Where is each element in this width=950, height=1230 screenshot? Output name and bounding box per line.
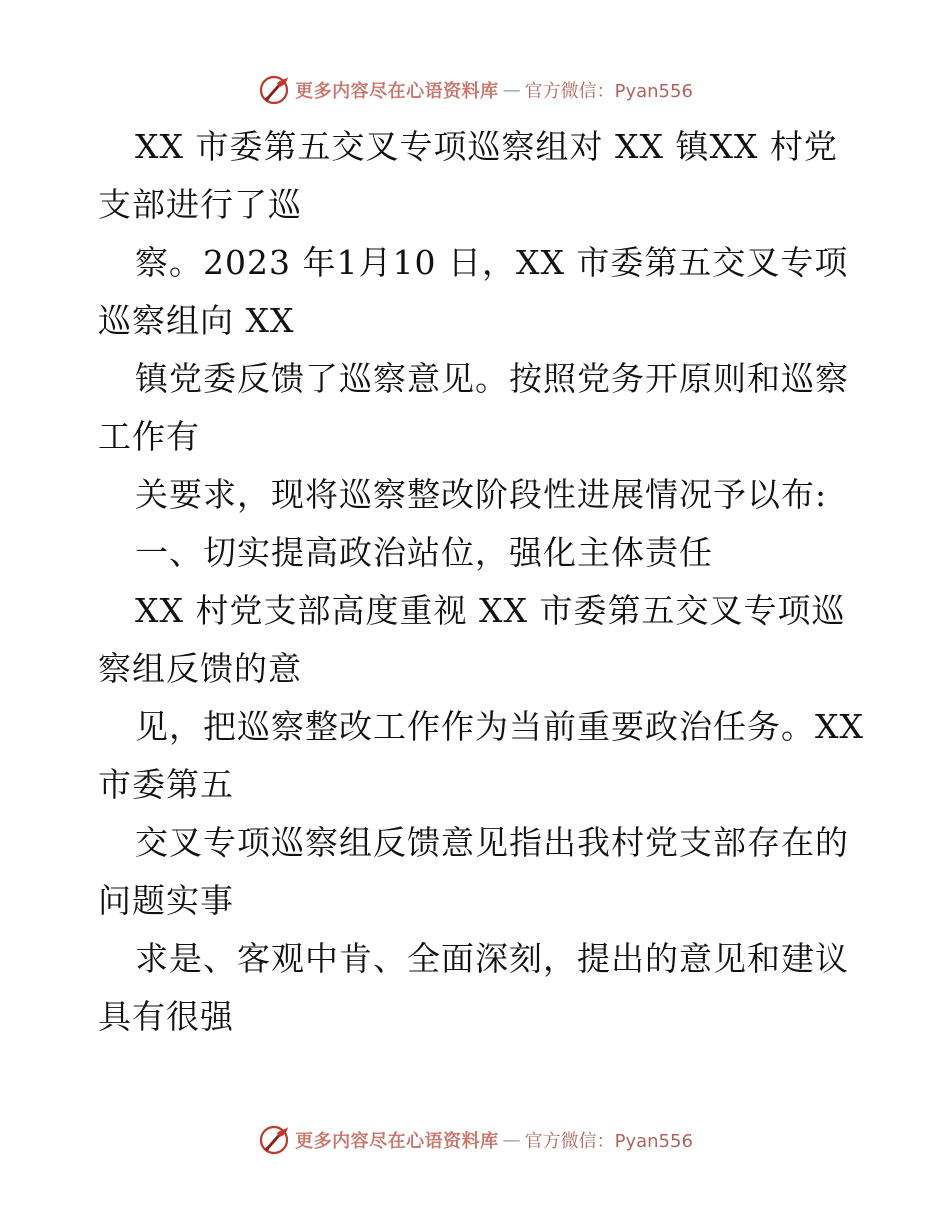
footer-watermark — [0, 1120, 950, 1160]
body-line: 关要求，现将巡察整改阶段性进展情况予以布: — [135, 475, 828, 514]
watermark-separator: — — [502, 1129, 521, 1151]
watermark-separator: — — [502, 79, 521, 101]
body-line: 问题实事 — [98, 881, 234, 920]
quill-logo-icon — [257, 73, 291, 107]
watermark-contact: 官方微信：Pyan556 — [524, 81, 693, 102]
body-line: 工作有 — [98, 417, 200, 456]
body-line: 市委第五 — [98, 765, 234, 804]
body-line: 支部进行了巡 — [98, 185, 302, 224]
quill-logo-icon — [257, 1123, 291, 1157]
watermark-text: 更多内容尽在心语资料库 — [295, 1131, 499, 1152]
body-line: 具有很强 — [98, 997, 234, 1036]
body-line: 察组反馈的意 — [98, 649, 302, 688]
body-line: 交叉专项巡察组反馈意见指出我村党支部存在的 — [135, 823, 849, 862]
section-heading: 一、切实提高政治站位，强化主体责任 — [135, 533, 713, 572]
body-line: 镇党委反馈了巡察意见。按照党务开原则和巡察 — [135, 359, 849, 398]
body-line: 见，把巡察整改工作作为当前重要政治任务。XX — [135, 707, 864, 746]
body-line: 巡察组向 XX — [98, 301, 295, 340]
watermark-text: 更多内容尽在心语资料库 — [295, 81, 499, 102]
body-line: 察。2023 年1月10 日，XX 市委第五交叉专项 — [135, 243, 849, 282]
header-watermark — [0, 70, 950, 110]
body-line: XX 村党支部高度重视 XX 市委第五交叉专项巡 — [135, 591, 846, 630]
watermark-contact: 官方微信：Pyan556 — [524, 1131, 693, 1152]
body-line: 求是、客观中肯、全面深刻，提出的意见和建议 — [135, 939, 849, 978]
body-line: XX 市委第五交叉专项巡察组对 XX 镇XX 村党 — [135, 127, 838, 166]
